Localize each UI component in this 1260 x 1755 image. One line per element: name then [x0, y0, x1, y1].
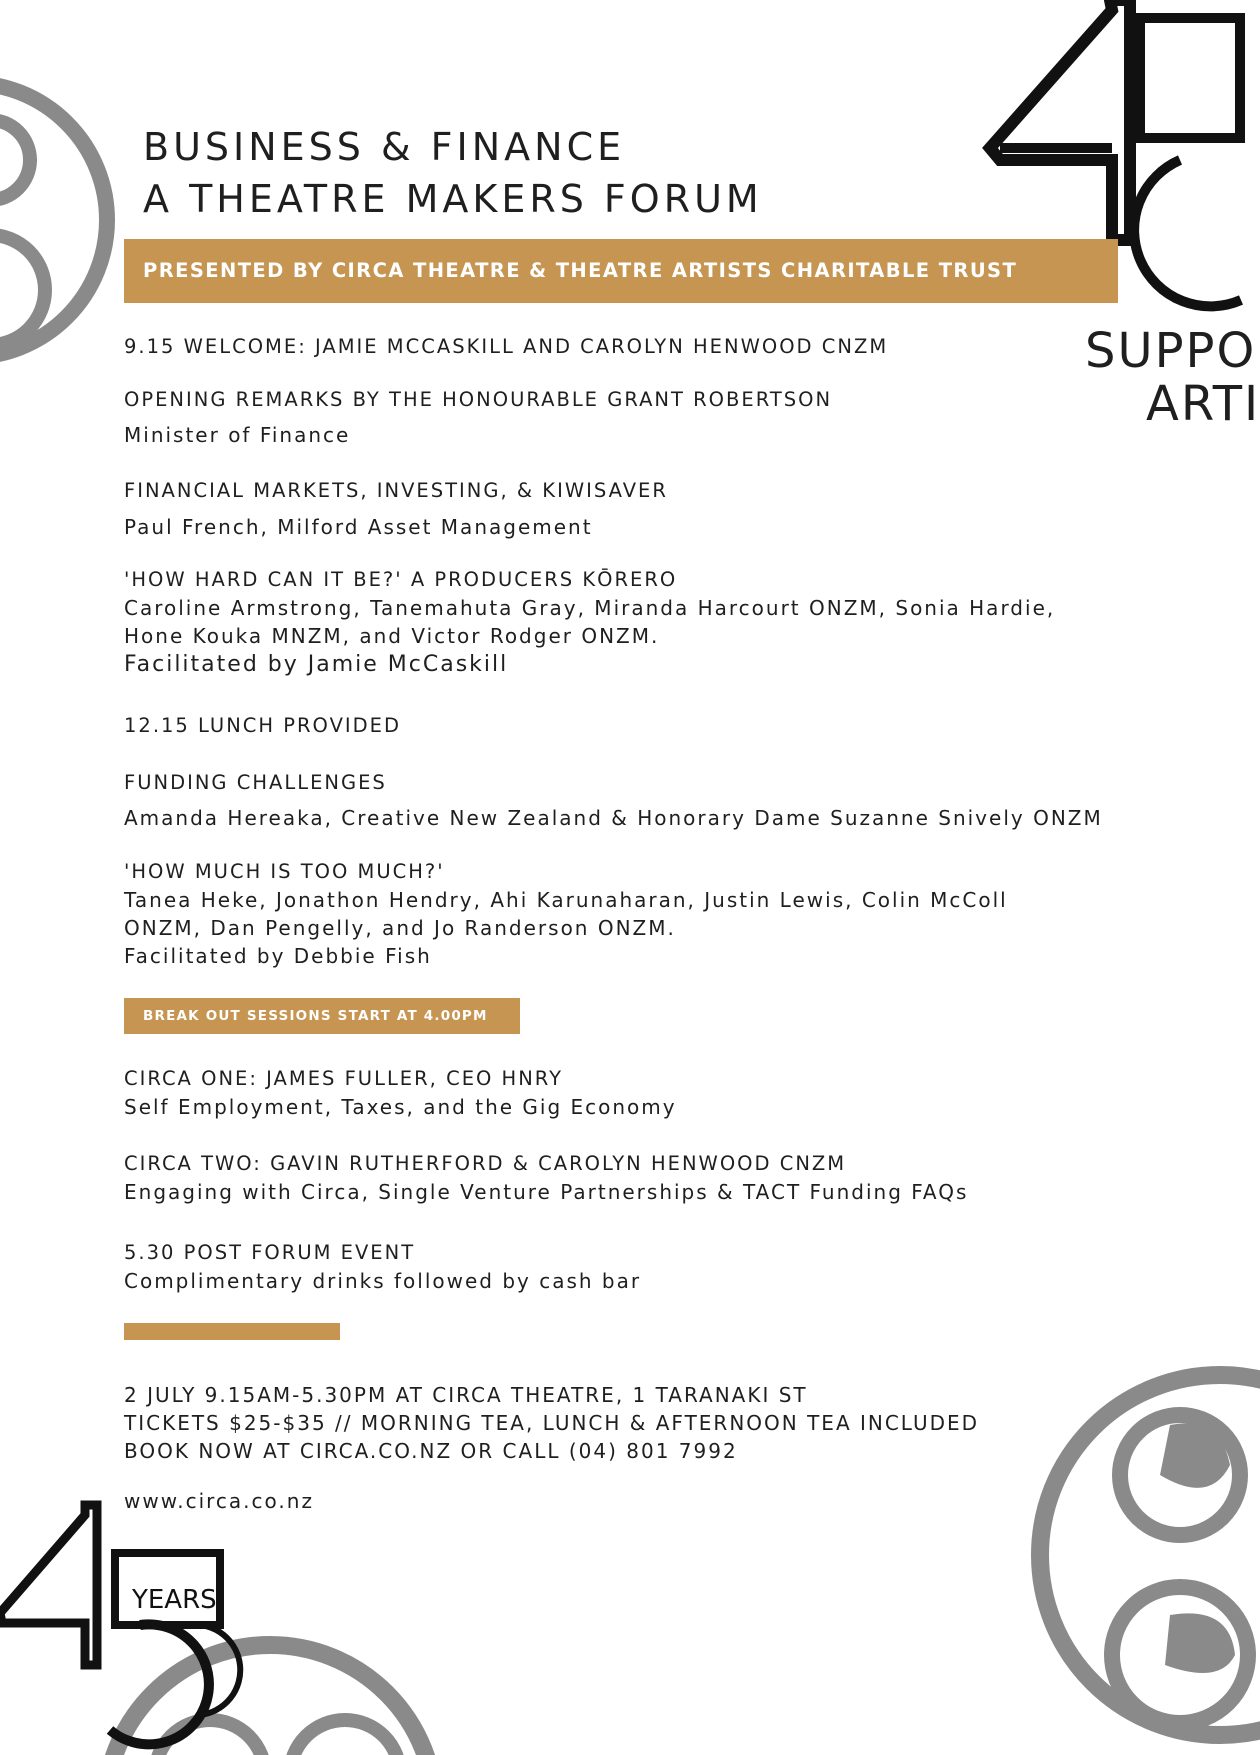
program-detail: Paul French, Milford Asset Management [124, 515, 593, 539]
breakout-item [124, 1239, 1124, 1295]
program-detail: Facilitated by Jamie McCaskill [124, 652, 509, 677]
support-arts-text-line2: ARTI [1146, 376, 1260, 432]
program-heading: 9.15 WELCOME: JAMIE MCCASKILL AND CAROLYN HENWOOD CNZM [124, 335, 889, 358]
program-heading: 'HOW MUCH IS TOO MUCH?' [124, 860, 445, 883]
support-arts-text-line1: SUPPO [1085, 323, 1257, 379]
program-heading: 12.15 LUNCH PROVIDED [124, 714, 402, 737]
program-detail: ONZM, Dan Pengelly, and Jo Randerson ONZM. [124, 916, 676, 940]
presented-by-banner: PRESENTED BY CIRCA THEATRE & THEATRE ARTISTS CHARITABLE TRUST [124, 239, 1118, 303]
breakout-detail: Self Employment, Taxes, and the Gig Economy [124, 1095, 677, 1119]
website-link[interactable]: www.circa.co.nz [124, 1489, 314, 1513]
program-item [124, 477, 1124, 541]
breakout-detail: Complimentary drinks followed by cash bar [124, 1269, 642, 1293]
program-item [124, 566, 1124, 679]
page-title: BUSINESS & FINANCE [143, 125, 626, 169]
program-item [124, 712, 1124, 740]
breakout-sessions-banner: BREAK OUT SESSIONS START AT 4.00PM [124, 998, 520, 1034]
event-date-venue: 2 JULY 9.15AM-5.30PM AT CIRCA THEATRE, 1 TARANAKI ST [124, 1383, 808, 1407]
breakout-item [124, 1150, 1124, 1206]
koru-decoration-top-left [0, 60, 120, 380]
program-detail: Tanea Heke, Jonathon Hendry, Ahi Karunaharan, Justin Lewis, Colin McColl [124, 888, 1008, 912]
program-item [124, 858, 1124, 970]
forty-five-years-logo-bottom [0, 1505, 240, 1755]
event-tickets: TICKETS $25-$35 // MORNING TEA, LUNCH & AFTERNOON TEA INCLUDED [124, 1411, 980, 1435]
program-detail: Hone Kouka MNZM, and Victor Rodger ONZM. [124, 624, 660, 648]
program-detail: Caroline Armstrong, Tanemahuta Gray, Miranda Harcourt ONZM, Sonia Hardie, [124, 596, 1056, 620]
program-heading: 'HOW HARD CAN IT BE?' A PRODUCERS KŌRERO [124, 568, 678, 591]
program-detail: Facilitated by Debbie Fish [124, 944, 432, 968]
breakout-heading: 5.30 POST FORUM EVENT [124, 1241, 416, 1264]
breakout-heading: CIRCA ONE: JAMES FULLER, CEO HNRY [124, 1067, 564, 1090]
event-details [124, 1381, 979, 1465]
koru-decoration-bottom-right [1020, 1355, 1241, 1755]
program-detail: Amanda Hereaka, Creative New Zealand & Honorary Dame Suzanne Snively ONZM [124, 806, 1103, 830]
program-heading: FINANCIAL MARKETS, INVESTING, & KIWISAVER [124, 479, 668, 502]
program-heading: FUNDING CHALLENGES [124, 771, 387, 794]
page-subtitle: A THEATRE MAKERS FORUM [143, 177, 763, 221]
program-item [124, 386, 1124, 449]
breakout-detail: Engaging with Circa, Single Venture Partnerships & TACT Funding FAQs [124, 1180, 969, 1204]
program-detail: Minister of Finance [124, 423, 351, 447]
years-label: YEARS [132, 1585, 217, 1615]
accent-divider [124, 1323, 340, 1340]
program-item [124, 769, 1124, 832]
breakout-heading: CIRCA TWO: GAVIN RUTHERFORD & CAROLYN HENWOOD CNZM [124, 1152, 847, 1175]
event-booking: BOOK NOW AT CIRCA.CO.NZ OR CALL (04) 801 7992 [124, 1439, 738, 1463]
program-heading: OPENING REMARKS BY THE HONOURABLE GRANT ROBERTSON [124, 388, 833, 411]
breakout-item [124, 1065, 1124, 1121]
program-item [124, 333, 1124, 361]
